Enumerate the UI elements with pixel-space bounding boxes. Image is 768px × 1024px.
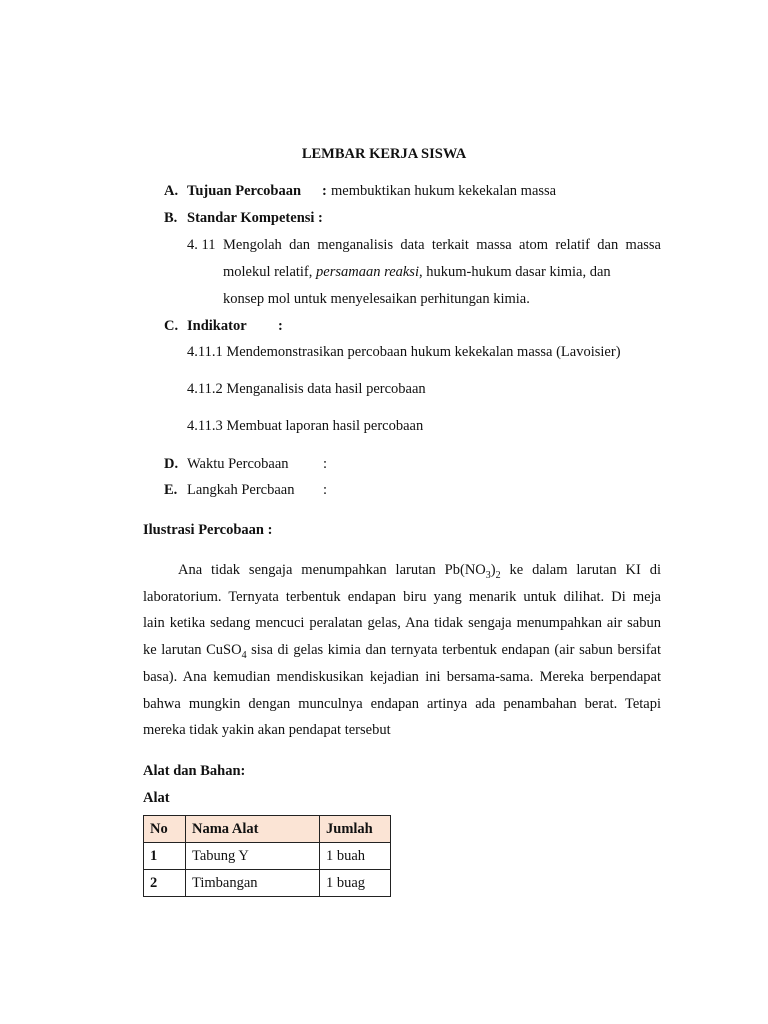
section-e-text: Langkah Percbaan (187, 482, 295, 498)
ilustrasi-heading: Ilustrasi Percobaan : (143, 522, 273, 538)
table-header-nama-alat: Nama Alat (186, 816, 320, 843)
kd-line-2 (223, 264, 661, 281)
section-c-colon: : (278, 318, 283, 334)
indicator-item: 4.11.3 Membuat laporan hasil percobaan (187, 418, 424, 434)
table-row (144, 843, 391, 870)
table-row (144, 870, 391, 897)
section-a-text: membuktikan hukum kekekalan massa (331, 183, 557, 199)
table-cell-nama-alat: Timbangan (186, 870, 320, 897)
section-b-label: B. (164, 210, 178, 226)
table-header-no: No (144, 816, 186, 843)
ilustrasi-line-3: lain ketika sedang mencuci peralatan gelas, Ana tidak sengaja menumpahkan air sabun (143, 615, 661, 631)
ilustrasi-line-4-b: sisa di gelas kimia dan ternyata terbentuk endapan (air sabun bersifat (246, 642, 661, 658)
section-d-colon: : (323, 456, 328, 472)
section-e-label: E. (164, 482, 178, 498)
ilustrasi-line-1-c: ke dalam larutan KI di (500, 562, 662, 578)
section-c-label: C. (164, 318, 179, 334)
table-cell-jumlah: 1 buag (320, 870, 391, 897)
alat-heading: Alat (143, 790, 170, 806)
kd-line-1: Mengolah dan menganalisis data terkait massa atom relatif dan massa (223, 237, 661, 253)
section-a-heading: Tujuan Percobaan (187, 183, 302, 199)
table-cell-no: 2 (144, 870, 186, 897)
kd-line-3: konsep mol untuk menyelesaikan perhitungan kimia. (223, 291, 530, 307)
subscript: 4 (241, 649, 247, 661)
ilustrasi-line-4-a: ke larutan CuSO (143, 642, 242, 658)
kd-line-2-italic: persamaan reaksi (316, 264, 419, 280)
ilustrasi-line-7: mereka tidak yakin akan pendapat tersebut (143, 722, 391, 738)
section-a-label: A. (164, 183, 179, 199)
section-e-colon: : (323, 482, 328, 498)
section-c-heading: Indikator (187, 318, 247, 334)
ilustrasi-line-1-b: ) (490, 562, 496, 578)
section-d-label: D. (164, 456, 179, 472)
ilustrasi-line-2: laboratorium. Ternyata terbentuk endapan biru yang menarik untuk dilihat. Di meja (143, 589, 661, 605)
ilustrasi-line-5: basa). Ana kemudian mendiskusikan kejadian ini bersama-sama. Mereka berpendapat (143, 669, 661, 685)
section-b-heading: Standar Kompetensi : (187, 210, 323, 226)
page-title: LEMBAR KERJA SISWA (301, 146, 467, 162)
ilustrasi-line-4 (143, 642, 661, 661)
subscript: 2 (495, 569, 501, 581)
kd-line-2-b: , hukum-hukum dasar kimia, dan (418, 264, 611, 280)
indicator-item: 4.11.1 Mendemonstrasikan percobaan hukum kekekalan massa (Lavoisier) (187, 344, 621, 360)
table-header-jumlah: Jumlah (320, 816, 391, 843)
section-a-colon: : (322, 183, 327, 199)
ilustrasi-line-1-a: Ana tidak sengaja menumpahkan larutan Pb(NO (178, 562, 486, 578)
ilustrasi-line-6: bahwa mungkin dengan munculnya endapan artinya ada penambahan berat. Tetapi (143, 696, 661, 712)
table-cell-no: 1 (144, 843, 186, 870)
table-cell-jumlah: 1 buah (320, 843, 391, 870)
kd-number: 4. 11 (187, 237, 216, 253)
ilustrasi-line-1 (143, 562, 661, 581)
kd-line-2-a: molekul relatif, (223, 264, 313, 280)
kd-line-2-start (223, 264, 611, 281)
alat-bahan-heading: Alat dan Bahan: (143, 763, 246, 779)
indicator-item: 4.11.2 Menganalisis data hasil percobaan (187, 381, 426, 397)
section-d-text: Waktu Percobaan (187, 456, 289, 472)
subscript: 3 (485, 569, 491, 581)
table-header-row (144, 816, 391, 843)
table-cell-nama-alat: Tabung Y (186, 843, 320, 870)
alat-table (143, 815, 391, 897)
